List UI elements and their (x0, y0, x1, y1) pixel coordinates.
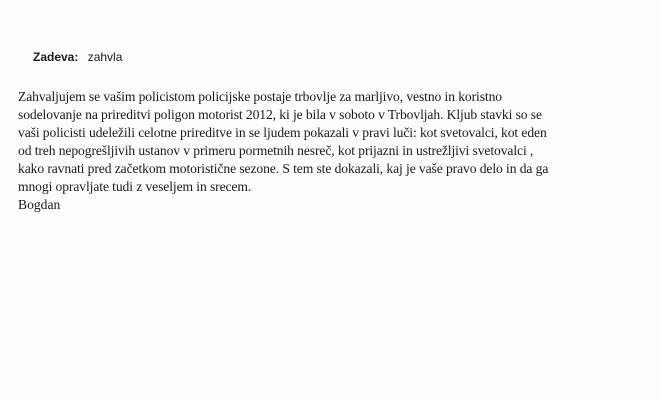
letter-line: vaši policisti udeležili celotne prireditve in se ljudem pokazali v pravi luči: kot svetovalci, kot eden (18, 125, 547, 140)
letter-line: sodelovanje na prireditvi poligon motorist 2012, ki je bila v soboto v Trbovljah. Kljub stavki so se (18, 107, 542, 122)
letter-body (18, 88, 658, 214)
subject-label: Zadeva: (33, 50, 79, 64)
letter-line: kako ravnati pred začetkom motoristične sezone. S tem ste dokazali, kaj je vaše pravo delo in da ga (18, 161, 549, 176)
subject-value: zahvla (87, 50, 123, 64)
subject-line (33, 50, 122, 64)
letter-line: od treh nepogrešljivih ustanov v primeru pormetnih nesreč, kot prijazni in ustrežljivi svetovalci , (18, 143, 534, 158)
letter-line: Zahvaljujem se vašim policistom policijske postaje trbovlje za marljivo, vestno in koristno (18, 89, 502, 104)
signature: Bogdan (18, 197, 61, 212)
letter-line: mnogi opravljate tudi z veseljem in srecem. (18, 179, 252, 194)
